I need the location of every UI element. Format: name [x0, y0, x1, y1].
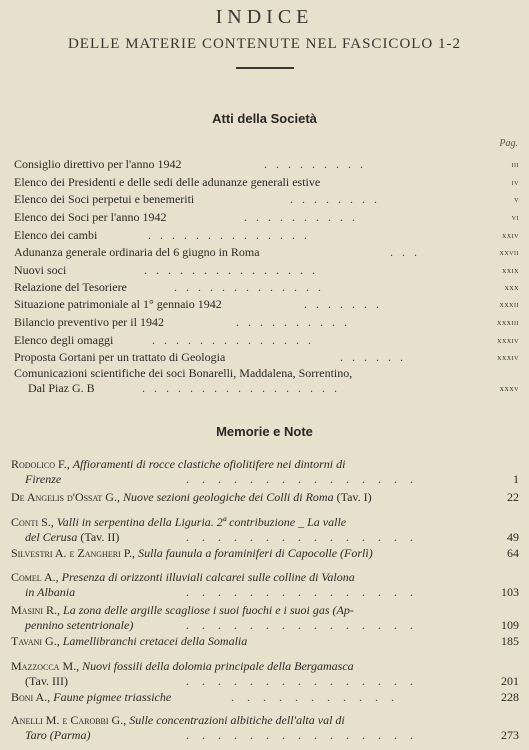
- leader-dots: . . . . . . . . . . . . . . .: [186, 674, 418, 688]
- memoria-line-continued: [25, 585, 75, 600]
- memoria-title-continued: pennino setentrionale): [25, 618, 134, 632]
- toc-entry-title: Elenco dei cambi: [14, 228, 98, 242]
- leader-dots: . . . . . . . . . . . . . . .: [144, 263, 318, 277]
- memoria-title: Nuovi fossili della dolomia principale della Bergamasca: [82, 659, 354, 673]
- leader-dots: . . . . . . . . .: [264, 157, 366, 171]
- memoria-author: De Angelis d'Ossat G.,: [11, 490, 120, 504]
- toc-entry-page: xxix: [502, 265, 519, 275]
- memoria-title-continued: Taro (Parma): [25, 728, 91, 742]
- memoria-plate: (Tav. II): [80, 530, 120, 544]
- toc-entry-page: vi: [511, 212, 519, 222]
- memoria-author: Comel A.,: [11, 570, 59, 584]
- memoria-line-continued: [25, 728, 90, 743]
- leader-dots: . . . . . . . . . . . . . . .: [186, 728, 418, 742]
- memoria-title: Nuove sezioni geologiche dei Colli di Roma: [122, 490, 334, 504]
- toc-entry-title: Elenco dei Soci perpetui e benemeriti: [14, 192, 195, 206]
- toc-entry-title: Adunanza generale ordinaria del 6 giugno in Roma: [14, 245, 260, 259]
- leader-dots: . . . . . . . . . . . . . .: [148, 228, 310, 242]
- toc-entry-page: v: [514, 194, 519, 204]
- memoria-page: 64: [507, 546, 519, 560]
- page-title: INDICE: [215, 6, 314, 28]
- memoria-line: [11, 659, 354, 674]
- section-heading-memorie: Memorie e Note: [216, 424, 313, 439]
- memoria-author: Conti S.,: [11, 515, 54, 529]
- memoria-line: [11, 570, 355, 585]
- memoria-title: Lamellibranchi cretacei della Somalia: [62, 634, 248, 648]
- toc-entry-page: iii: [511, 159, 519, 169]
- memoria-author: Rodolico F.,: [11, 457, 70, 471]
- leader-dots: . . . . . . . . . . . . . .: [152, 333, 314, 347]
- leader-dots: . . . . . . . . . . .: [231, 690, 399, 704]
- toc-entry-title: Relazione del Tesoriere: [14, 280, 127, 294]
- memoria-plate: (Tav. I): [336, 490, 372, 504]
- leader-dots: . . . . . . . . . . . . . . .: [186, 618, 418, 632]
- memoria-line-continued: [25, 674, 68, 689]
- memoria-title: La zona delle argille scagliose i suoi fuochi e i suoi gas (Ap-: [63, 603, 354, 617]
- leader-dots: . . . . . . . . . . . . . . .: [186, 585, 418, 599]
- title-rule: [236, 67, 294, 69]
- toc-entry-page: xxx: [504, 282, 519, 292]
- leader-dots: . . . . . . . . . .: [244, 210, 358, 224]
- leader-dots: . . . . . . . . . . . . . . . . .: [142, 381, 340, 395]
- leader-dots: . . . . . . . .: [290, 192, 380, 206]
- memoria-title: Affioramenti di rocce clastiche ofiolitifere nei dintorni di: [72, 457, 346, 471]
- memoria-author: Boni A.,: [11, 690, 51, 704]
- leader-dots: . . . . . . . . . . . . .: [174, 280, 324, 294]
- toc-entry-page: xxxv: [499, 383, 519, 393]
- memoria-line: [11, 457, 345, 472]
- memoria-line-continued: [25, 530, 119, 545]
- memoria-line-continued: [25, 472, 61, 487]
- memoria-page: 103: [501, 585, 519, 599]
- toc-entry-page: xxxiii: [497, 317, 519, 327]
- toc-entry-title: Situazione patrimoniale al 1° gennaio 1942: [14, 297, 222, 311]
- memoria-page: 49: [507, 530, 519, 544]
- memoria-line: [11, 546, 373, 561]
- leader-dots: . . . . . .: [340, 350, 406, 364]
- toc-entry-title: Proposta Gortani per un trattato di Geologia: [14, 350, 226, 364]
- memoria-title: Presenza di orizzonti illuviali calcarei sulle colline di Valona: [61, 570, 355, 584]
- memoria-title: Valli in serpentina della Liguria. 2ª contribuzione _ La valle: [56, 515, 347, 529]
- memoria-line: [11, 713, 345, 728]
- memoria-author: Tavani G.,: [11, 634, 60, 648]
- toc-entry-page: xxxiv: [497, 335, 519, 345]
- toc-entry-title: Elenco dei Soci per l'anno 1942: [14, 210, 167, 224]
- toc-entry-title: Consiglio direttivo per l'anno 1942: [14, 157, 182, 171]
- leader-dots: . . . . . . . . . .: [236, 315, 350, 329]
- memoria-page: 22: [507, 490, 519, 504]
- memoria-title-continued: del Cerusa: [25, 530, 78, 544]
- memoria-line-continued: [25, 618, 133, 633]
- memoria-author: Masini R.,: [11, 603, 61, 617]
- memoria-page: 201: [501, 674, 519, 688]
- memoria-title: Sulle concentrazioni albitiche dell'alta val di: [129, 713, 345, 727]
- memoria-line: [11, 490, 372, 505]
- memoria-line: [11, 603, 354, 618]
- memoria-page: 228: [501, 690, 519, 704]
- memoria-page: 273: [501, 728, 519, 742]
- memoria-title-continued: Firenze: [25, 472, 62, 486]
- toc-entry-title: Comunicazioni scientifiche dei soci Bonarelli, Maddalena, Sorrentino,: [14, 366, 353, 380]
- toc-entry-page: iv: [511, 177, 519, 187]
- toc-entry-title: Nuovi soci: [14, 263, 67, 277]
- page-column-label: Pag.: [499, 138, 518, 149]
- toc-entry-page: xxxiv: [497, 352, 519, 362]
- memoria-author: Mazzocca M.,: [11, 659, 80, 673]
- memoria-line: [11, 515, 346, 530]
- memoria-line: [11, 690, 171, 705]
- toc-entry-page: xxiv: [502, 230, 519, 240]
- leader-dots: . . . . . . .: [304, 297, 382, 311]
- memoria-page: 1: [513, 472, 519, 486]
- memoria-plate: (Tav. III): [25, 674, 69, 688]
- memoria-title: Faune pigmee triassiche: [53, 690, 172, 704]
- toc-entry-page: xxxii: [499, 299, 519, 309]
- memoria-page: 185: [501, 634, 519, 648]
- leader-dots: . . .: [390, 245, 420, 259]
- memoria-title-continued: in Albania: [25, 585, 76, 599]
- page-subtitle: DELLE MATERIE CONTENUTE NEL FASCICOLO 1-2: [67, 36, 462, 52]
- toc-entry-title: Elenco degli omaggi: [14, 333, 114, 347]
- leader-dots: . . . . . . . . . . . . . . .: [186, 530, 418, 544]
- toc-entry-title-continued: Dal Piaz G. B: [28, 381, 95, 395]
- memoria-page: 109: [501, 618, 519, 632]
- toc-entry-title: Elenco dei Presidenti e delle sedi delle adunanze generali estive: [14, 175, 321, 189]
- memoria-author: Silvestri A. e Zangheri P.,: [11, 546, 136, 560]
- toc-entry-page: xxvii: [499, 247, 519, 257]
- memoria-author: Anelli M. e Carobbi G.,: [11, 713, 127, 727]
- section-heading-atti: Atti della Società: [212, 111, 317, 126]
- memoria-title: Sulla faunula a foraminiferi di Capocolle (Forlì): [138, 546, 373, 560]
- toc-entry-title: Bilancio preventivo per il 1942: [14, 315, 164, 329]
- memoria-line: [11, 634, 247, 649]
- leader-dots: . . . . . . . . . . . . . . .: [186, 472, 418, 486]
